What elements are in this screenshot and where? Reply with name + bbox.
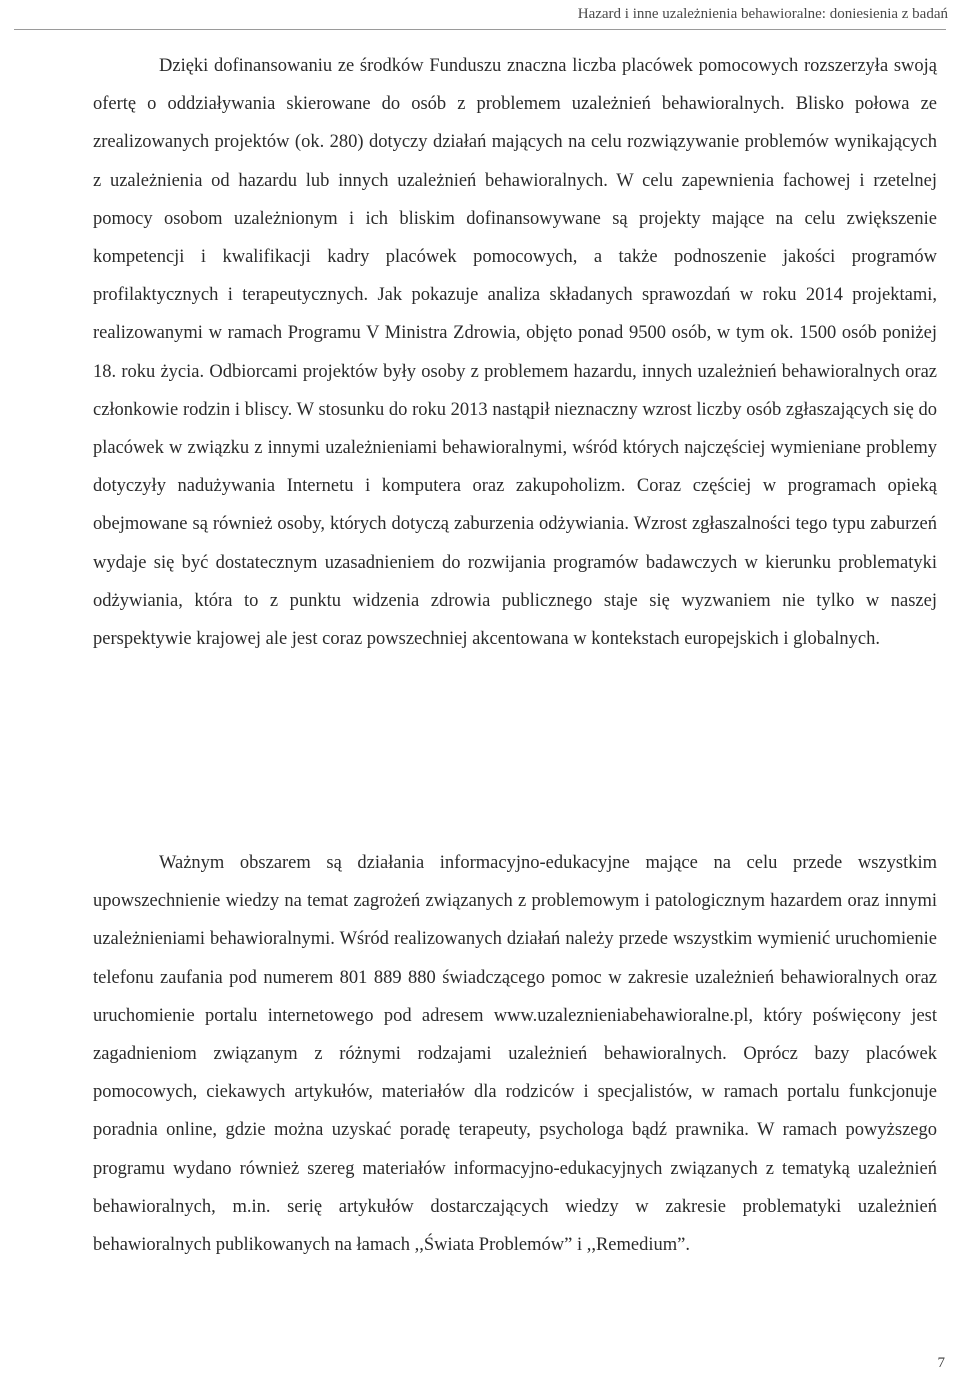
header-divider — [14, 29, 946, 30]
running-header-title: Hazard i inne uzależnienia behawioralne: doniesienia z badań — [577, 6, 948, 22]
body-paragraph-funding: Dzięki dofinansowaniu ze środków Funduszu znaczna liczba placówek pomocowych rozszerzyła swoją ofertę o oddziaływania skierowane do osób z problemem uzależnień behawioralnych. Blisko połowa ze zrealizowanych projektów (ok. 280) dotyczy działań mających na celu rozwiązywanie problemów wynikających z uzależnienia od hazardu lub innych uzależnień behawioralnych. W celu zapewnienia fachowej i rzetelnej pomocy osobom uzależnionym i ich bliskim dofinansowywane są projekty mające na celu zwiększenie kompetencji i kwalifikacji kadry placówek pomocowych, a także podnoszenie jakości programów profilaktycznych i terapeutycznych. Jak pokazuje analiza składanych sprawozdań w roku 2014 projektami, realizowanymi w ramach Programu V Ministra Zdrowia, objęto ponad 9500 osób, w tym ok. 1500 osób poniżej 18. roku życia. Odbiorcami projektów były osoby z problemem hazardu, innych uzależnień behawioralnych oraz członkowie rodzin i bliscy. W stosunku do roku 2013 nastąpił nieznaczny wzrost liczby osób zgłaszających się do placówek w związku z innymi uzależnieniami behawioralnymi, wśród których najczęściej wymieniane problemy dotyczyły nadużywania Internetu i komputera oraz zakupoholizm. Coraz częściej w programach opieką obejmowane są również osoby, których dotyczą zaburzenia odżywiania. Wzrost zgłaszalności tego typu zaburzeń wydaje się być dostatecznym uzasadnieniem do rozwijania programów badawczych w kierunku problematyki odżywiania, która to z punktu widzenia zdrowia publicznego staje się wyzwaniem nie tylko w naszej perspektywie krajowej ale jest coraz powszechniej akcentowana w kontekstach europejskich i globalnych. — [93, 56, 937, 650]
body-paragraph-education: Ważnym obszarem są działania informacyjno-edukacyjne mające na celu przede wszystkim upowszechnienie wiedzy na temat zagrożeń związanych z problemowym i patologicznym hazardem oraz innymi uzależnieniami behawioralnymi. Wśród realizowanych działań należy przede wszystkim wymienić uruchomienie telefonu zaufania pod numerem 801 889 880 świadczącego pomoc w zakresie uzależnień behawioralnych oraz uruchomienie portalu internetowego pod adresem www.uzaleznieniabehawioralne.pl, który poświęcony jest zagadnieniom związanym z różnymi rodzajami uzależnień behawioralnych. Oprócz bazy placówek pomocowych, ciekawych artykułów, materiałów dla rodziców i specjalistów, w ramach portalu funkcjonuje poradnia online, gdzie można uzyskać poradę terapeuty, psychologa bądź prawnika. W ramach powyższego programu wydano również szereg materiałów informacyjno-edukacyjnych związanych z tematyką uzależnień behawioralnych, m.in. serię artykułów dostarczających wiedzy w zakresie problematyki uzależnień behawioralnych publikowanych na łamach ,,Świata Problemów” i ,,Remedium”. — [93, 853, 937, 1256]
page-number: 7 — [937, 1355, 945, 1371]
